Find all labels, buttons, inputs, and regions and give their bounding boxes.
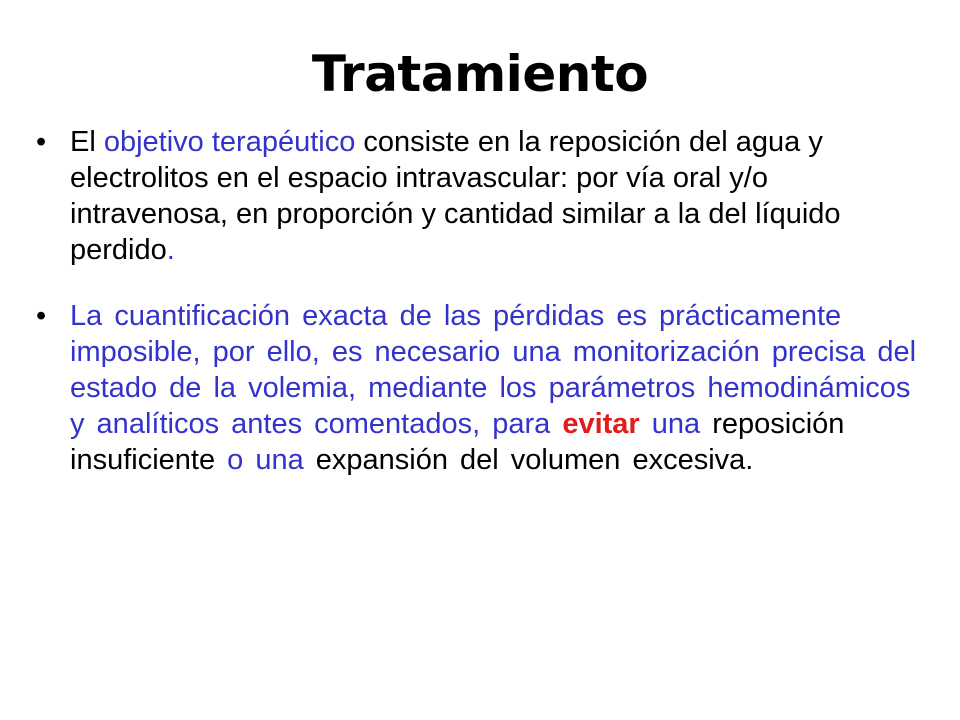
slide-title: Tratamiento (311, 45, 649, 103)
bullet-item-quantification (36, 298, 926, 478)
bullet1-text-body: consiste en la reposición del agua y electrolitos en el espacio intravascular: por vía oral y/o intravenosa, en proporción y cantidad similar a la del líquido perdido (70, 126, 841, 266)
bullet2-text-start: La cuantificación exacta de las pérdidas es prácticamente imposible, por ello, es necesario una monitorización precisa del estado de la volemia, mediante los parámetros hemodinámicos y analíticos antes comentados, para (70, 300, 917, 440)
bullet1-highlight-objective: objetivo terapéutico (103, 126, 356, 158)
bullet1-period: . (166, 234, 175, 266)
bullet2-text-insufficient: reposición insuficiente (70, 408, 845, 476)
bullet-list (36, 124, 926, 478)
bullet2-text-expansion: expansión del volumen excesiva. (315, 444, 754, 476)
bullet-icon: • (36, 300, 47, 332)
bullet2-text-una: una (639, 408, 713, 440)
bullet2-text-or: o una (215, 444, 316, 476)
bullet-icon: • (36, 126, 47, 158)
bullet1-text-start: El (70, 126, 104, 158)
bullet-item-objective (36, 124, 926, 268)
bullet2-highlight-avoid: evitar (562, 408, 640, 440)
